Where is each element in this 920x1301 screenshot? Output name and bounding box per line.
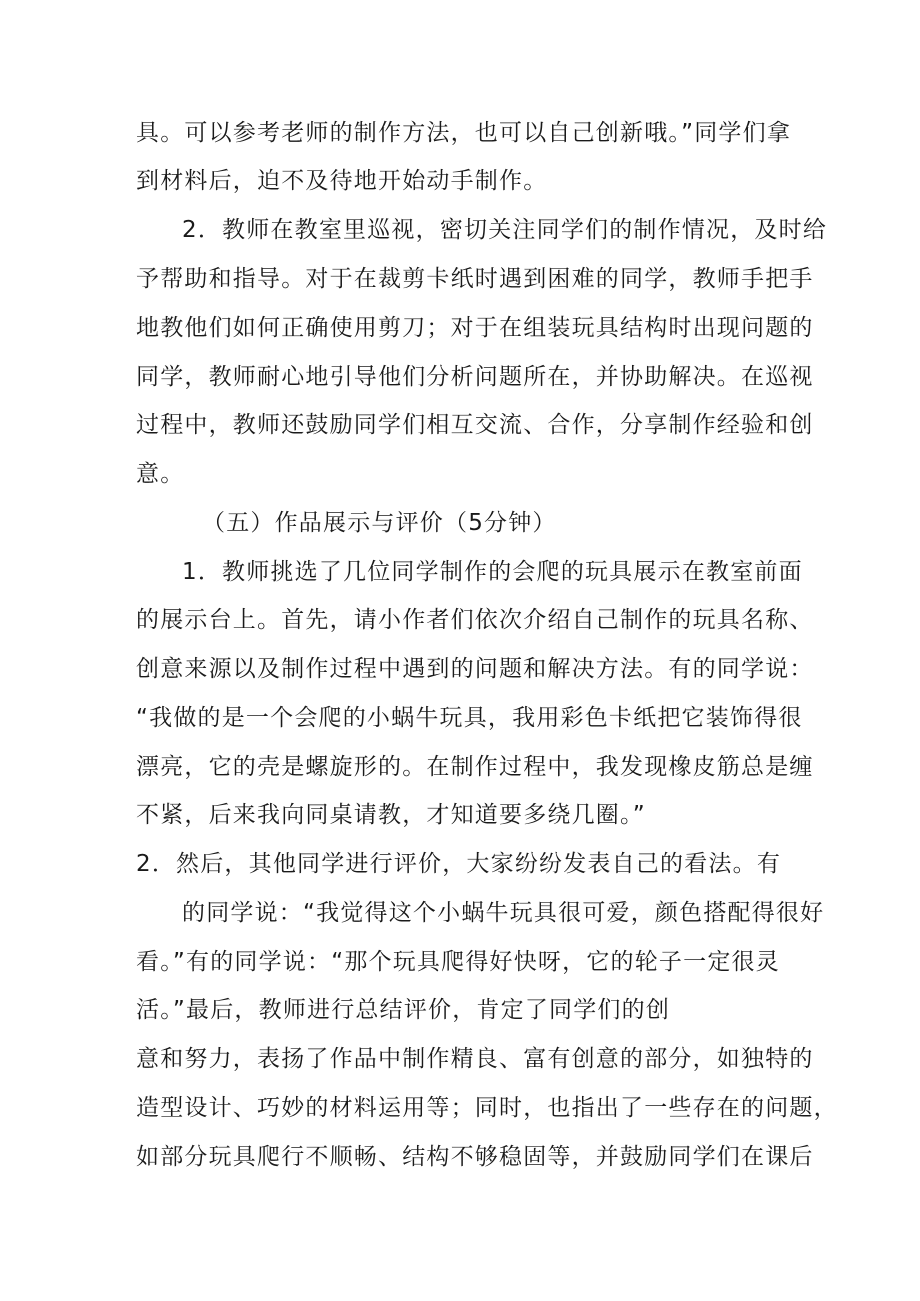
text-line: 予帮助和指导。对于在裁剪卡纸时遇到困难的同学，教师手把手 <box>136 266 814 292</box>
text-line: 如部分玩具爬行不顺畅、结构不够稳固等，并鼓励同学们在课后 <box>136 1144 814 1170</box>
text-line: 看。”有的同学说：“那个玩具爬得好快呀，它的轮子一定很灵 <box>136 949 780 975</box>
text-line: 地教他们如何正确使用剪刀；对于在组装玩具结构时出现问题的 <box>136 315 814 341</box>
text-line: 同学，教师耐心地引导他们分析问题所在，并协助解决。在巡视 <box>136 364 814 390</box>
text-line: “我做的是一个会爬的小蜗牛玩具，我用彩色卡纸把它装饰得很 <box>136 705 803 731</box>
text-line: 活。”最后，教师进行总结评价，肯定了同学们的创 <box>136 997 671 1023</box>
text-line: 的展示台上。首先，请小作者们依次介绍自己制作的玩具名称、 <box>136 607 814 633</box>
paragraph-start-line: 2．然后，其他同学进行评价，大家纷纷发表自己的看法。有 <box>136 851 782 877</box>
text-line: 到材料后，迫不及待地开始动手制作。 <box>136 168 548 194</box>
text-line: 不紧，后来我向同桌请教，才知道要多绕几圈。” <box>136 802 646 828</box>
text-line: 的同学说：“我觉得这个小蜗牛玩具很可爱，颜色搭配得很好 <box>182 900 825 926</box>
text-line: 造型设计、巧妙的材料运用等；同时，也指出了一些存在的问题， <box>136 1095 838 1121</box>
text-line: 具。可以参考老师的制作方法，也可以自己创新哦。”同学们拿 <box>136 120 792 146</box>
paragraph-start-line: 2．教师在教室里巡视，密切关注同学们的制作情况，及时给 <box>182 217 828 243</box>
text-line: 过程中，教师还鼓励同学们相互交流、合作，分享制作经验和创 <box>136 412 814 438</box>
text-line: 意和努力，表扬了作品中制作精良、富有创意的部分，如独特的 <box>136 1046 814 1072</box>
paragraph-start-line: 1．教师挑选了几位同学制作的会爬的玩具展示在教室前面 <box>182 559 803 585</box>
section-heading: （五）作品展示与评价（5分钟） <box>202 510 557 536</box>
text-line: 意。 <box>136 461 185 487</box>
text-line: 漂亮，它的壳是螺旋形的。在制作过程中，我发现橡皮筋总是缠 <box>136 754 814 780</box>
text-line: 创意来源以及制作过程中遇到的问题和解决方法。有的同学说： <box>136 656 814 682</box>
